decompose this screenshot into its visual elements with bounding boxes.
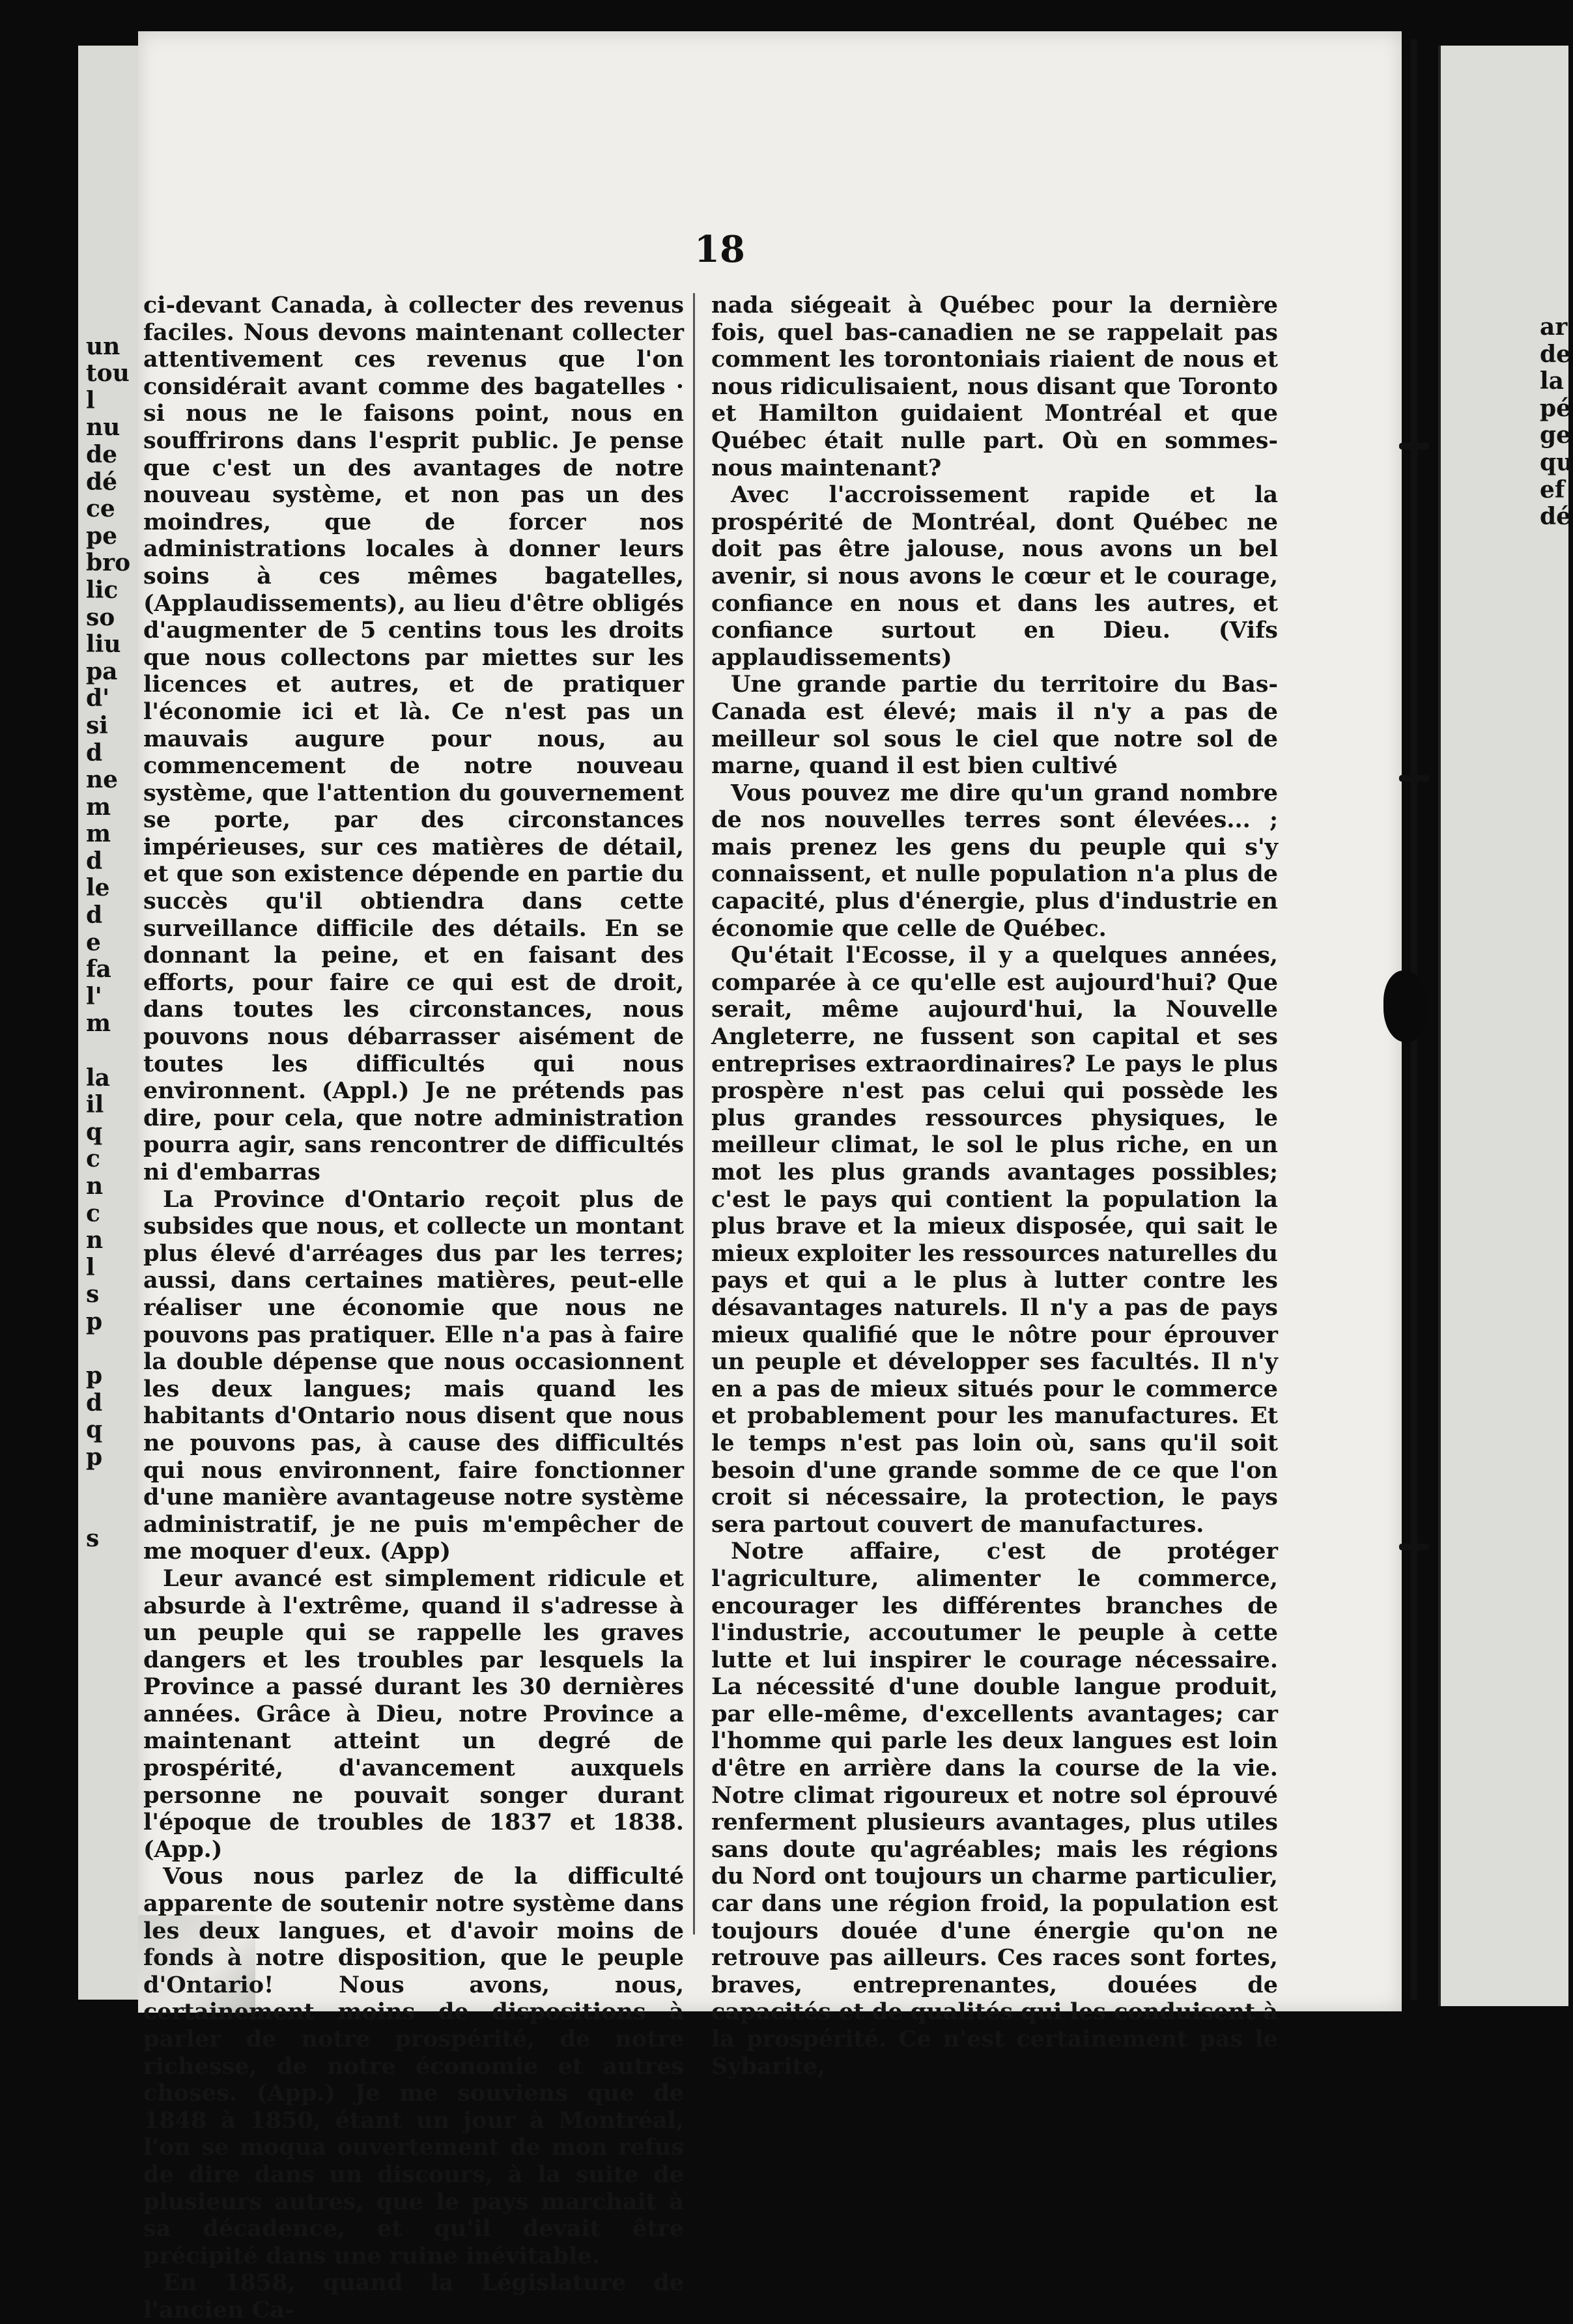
margin-fragment: dé: [1540, 503, 1572, 531]
page-number: 18: [694, 228, 745, 271]
margin-fragment: d: [86, 901, 103, 929]
margin-fragment: p: [86, 1362, 103, 1390]
margin-fragment: pa: [86, 657, 118, 685]
margin-fragment: fa: [86, 956, 111, 984]
margin-fragment: so: [86, 603, 115, 631]
margin-fragment: q: [86, 1416, 103, 1444]
paragraph: ci-devant Canada, à collecter des revenus faciles. Nous devons maintenant collecter attentivement ces revenus que l'on considérait avant comme des bagatelles · si nous ne le faisons point, nous en souffrirons dans l'esprit public. Je pense que c'est un des avantages de notre nouveau système, et non pas un des moindres, que de forcer nos administrations locales à donner leurs soins à ces mêmes bagatelles, (Applaudissements), au lieu d'être obligés d'augmenter de 5 centins tous les droits que nous collectons par miettes sur les licences et autres, et de pratiquer l'économie ici et là. Ce n'est pas un mauvais augure pour nous, au commencement de notre nouveau système, que l'attention du gouvernement se porte, par des circonstances impérieuses, sur ces matières de détail, et que son existence dépende en partie du succès qu'il obtiendra dans cette surveillance difficile des détails. En se donnant la peine, et en faisant des efforts, pour faire ce qui est de droit, dans toutes les circonstances, nous pouvons nous débarrasser aisément de toutes les difficultés qui nous environnent. (Appl.) Je ne prétends pas dire, pour cela, que notre administration pourra agir, sans rencontrer de difficultés ni d'embarras: [143, 292, 684, 1185]
margin-fragment: s: [86, 1524, 100, 1552]
paragraph: Vous pouvez me dire qu'un grand nombre de nos nouvelles terres sont élevées... ; mais prenez les gens du peuple qui s'y connaissent, et nulle population n'a plus de capacité, plus d'énergie, plus d'industrie en économie que celle de Québec.: [711, 779, 1278, 942]
margin-fragment: m: [86, 820, 111, 848]
paragraph: En 1858, quand la Législature de l'ancien Ca-: [143, 2269, 684, 2323]
margin-fragment: [86, 1038, 141, 1065]
paragraph: Notre affaire, c'est de protéger l'agriculture, alimenter le commerce, encourager les différentes branches de l'industrie, accoutumer le peuple à cette lutte et lui inspirer le courage nécessaire. La nécessité d'une double langue produit, par elle-même, d'excellents avantages; car l'homme qui parle les deux langues est loin d'être en arrière dans la course de la vie. Notre climat rigoureux et notre sol éprouvé renferment plusieurs avantages, plus utiles sans doute qu'agréables; mais les régions du Nord ont toujours un charme particulier, car dans une région froid, la population est toujours douée d'une énergie qu'on ne retrouve pas ailleurs. Ces races sont fortes, braves, entreprenantes, douées de capacités et de qualités qui les conduisent à la prospérité. Ce n'est certainement pas le Sybarite,: [711, 1538, 1278, 2080]
margin-fragment: le: [86, 874, 110, 902]
margin-fragment: bro: [86, 549, 131, 577]
binding-mark: [1399, 1544, 1429, 1550]
paragraph: Une grande partie du territoire du Bas-Canada est élevé; mais il n'y a pas de meilleur sol sous le ciel que notre sol de marne, quand il est bien cultivé: [711, 671, 1278, 780]
left-margin-text-fragments: [86, 306, 141, 1552]
margin-fragment: [86, 1471, 141, 1499]
margin-fragment: pé: [1540, 394, 1572, 422]
margin-fragment: d: [86, 847, 103, 875]
margin-fragment: ce: [86, 495, 115, 523]
margin-fragment: d': [86, 685, 110, 713]
margin-fragment: liu: [86, 631, 121, 659]
binding-mark: [1399, 775, 1429, 782]
margin-fragment: ef: [1540, 475, 1565, 503]
ink-blot: [1383, 971, 1429, 1042]
margin-fragment: [86, 1498, 141, 1525]
margin-fragment: pe: [86, 522, 118, 550]
margin-fragment: un: [86, 332, 120, 360]
margin-fragment: ne: [86, 766, 119, 794]
margin-fragment: ar: [1540, 313, 1568, 341]
margin-fragment: si: [86, 711, 108, 739]
margin-fragment: p: [86, 1307, 103, 1335]
margin-fragment: e: [86, 928, 101, 956]
margin-fragment: c: [86, 1199, 100, 1227]
margin-fragment: [86, 306, 141, 333]
margin-fragment: d: [86, 739, 103, 767]
paragraph: La Province d'Ontario reçoit plus de subsides que nous, et collecte un montant plus élevé d'arréages dus par les terres; aussi, dans certaines matières, peut-elle réaliser une économie que nous ne pouvons pas pratiquer. Elle n'a pas à faire la double dépense que nous occasionnent les deux langues; mais quand les habitants d'Ontario nous disent que nous ne pouvons pas, à cause des difficultés qui nous environnent, faire fonctionner d'une manière avantageuse notre système administratif, je ne puis m'empêcher de me moquer d'eux. (App): [143, 1185, 684, 1565]
paragraph: nada siégeait à Québec pour la dernière fois, quel bas-canadien ne se rappelait pas comment les torontoniais riaient de nous et nous ridiculisaient, nous disant que Toronto et Hamilton guidaient Montréal et que Québec était nulle part. Où en sommes-nous maintenant?: [711, 292, 1278, 481]
margin-fragment: d: [86, 1389, 103, 1417]
margin-fragment: l: [86, 386, 95, 414]
left-column: [143, 292, 684, 2324]
margin-fragment: [86, 1336, 141, 1363]
margin-fragment: s: [86, 1281, 100, 1309]
margin-fragment: il: [86, 1091, 104, 1119]
margin-fragment: qu: [1540, 448, 1573, 476]
margin-fragment: p: [86, 1443, 103, 1471]
paragraph: Leur avancé est simplement ridicule et absurde à l'extrême, quand il s'adresse à un peuple qui se rappelle les graves dangers et les troubles par lesquels la Province a passé durant les 30 dernières années. Grâce à Dieu, notre Province a maintenant atteint un degré de prospérité, d'avancement auxquels personne ne pouvait songer durant l'époque de troubles de 1837 et 1838. (App.): [143, 1565, 684, 1863]
paragraph: Qu'était l'Ecosse, il y a quelques années, comparée à ce qu'elle est aujourd'hui? Que serait, même aujourd'hui, la Nouvelle Angleterre, ne fussent son capital et ses entreprises extraordinaires? Le pays le plus prospère n'est pas celui qui possède les plus grandes ressources physiques, le meilleur climat, le sol le plus riche, en un mot les plus grands avantages possibles; c'est le pays qui contient la population la plus brave et la mieux disposée, qui sait le mieux exploiter les ressources naturelles du pays et qui a le plus à lutter contre les désavantages naturels. Il n'y a pas de pays mieux qualifié que le nôtre pour éprouver un peuple et développer ses facultés. Il n'y en a pas de mieux situés pour le commerce et probablement pour les manufactures. Et le temps n'est pas loin où, sans qu'il soit besoin d'une grande somme de ce que l'on croit si nécessaire, la protection, le pays sera partout couvert de manufactures.: [711, 942, 1278, 1538]
right-margin-text-fragments: [1540, 313, 1573, 531]
margin-fragment: tou: [86, 360, 130, 388]
margin-fragment: l: [86, 1253, 95, 1281]
column-divider: [693, 293, 695, 1934]
paragraph: Avec l'accroissement rapide et la prospérité de Montréal, dont Québec ne doit pas être jalouse, nous avons un bel avenir, si nous avons le cœur et le courage, confiance en nous et dans les autres, et confiance surtout en Dieu. (Vifs applaudissements): [711, 481, 1278, 671]
margin-fragment: de: [1540, 340, 1572, 368]
margin-fragment: n: [86, 1172, 104, 1200]
binding-mark: [1399, 443, 1429, 449]
margin-fragment: la: [86, 1064, 111, 1092]
margin-fragment: c: [86, 1145, 100, 1173]
margin-fragment: m: [86, 793, 111, 821]
margin-fragment: n: [86, 1226, 104, 1254]
paragraph: Vous nous parlez de la difficulté apparente de soutenir notre système dans les deux langues, et d'avoir moins de fonds à notre disposition, que le peuple d'Ontario! Nous avons, nous, certainement moins de dispositions à parler de notre prospérité, de notre richesse, de notre économie et autres choses. (App.) Je me souviens que de 1848 à 1850, étant un jour à Montréal, l'on se moqua ouvertement de mon refus de dire dans un discours, à la suite de plusieurs autres, que le pays marchait à sa décadence, et qu'il devait être précipité dans une ruine inévitable.: [143, 1863, 684, 2269]
margin-fragment: m: [86, 1010, 111, 1038]
margin-fragment: ge: [1540, 421, 1572, 449]
margin-fragment: lic: [86, 576, 119, 604]
margin-fragment: q: [86, 1118, 103, 1146]
margin-fragment: nu: [86, 414, 120, 442]
margin-fragment: l': [86, 982, 102, 1010]
margin-fragment: dé: [86, 468, 118, 496]
margin-fragment: de: [86, 440, 118, 468]
margin-fragment: la: [1540, 367, 1565, 395]
right-column: [711, 292, 1278, 2080]
